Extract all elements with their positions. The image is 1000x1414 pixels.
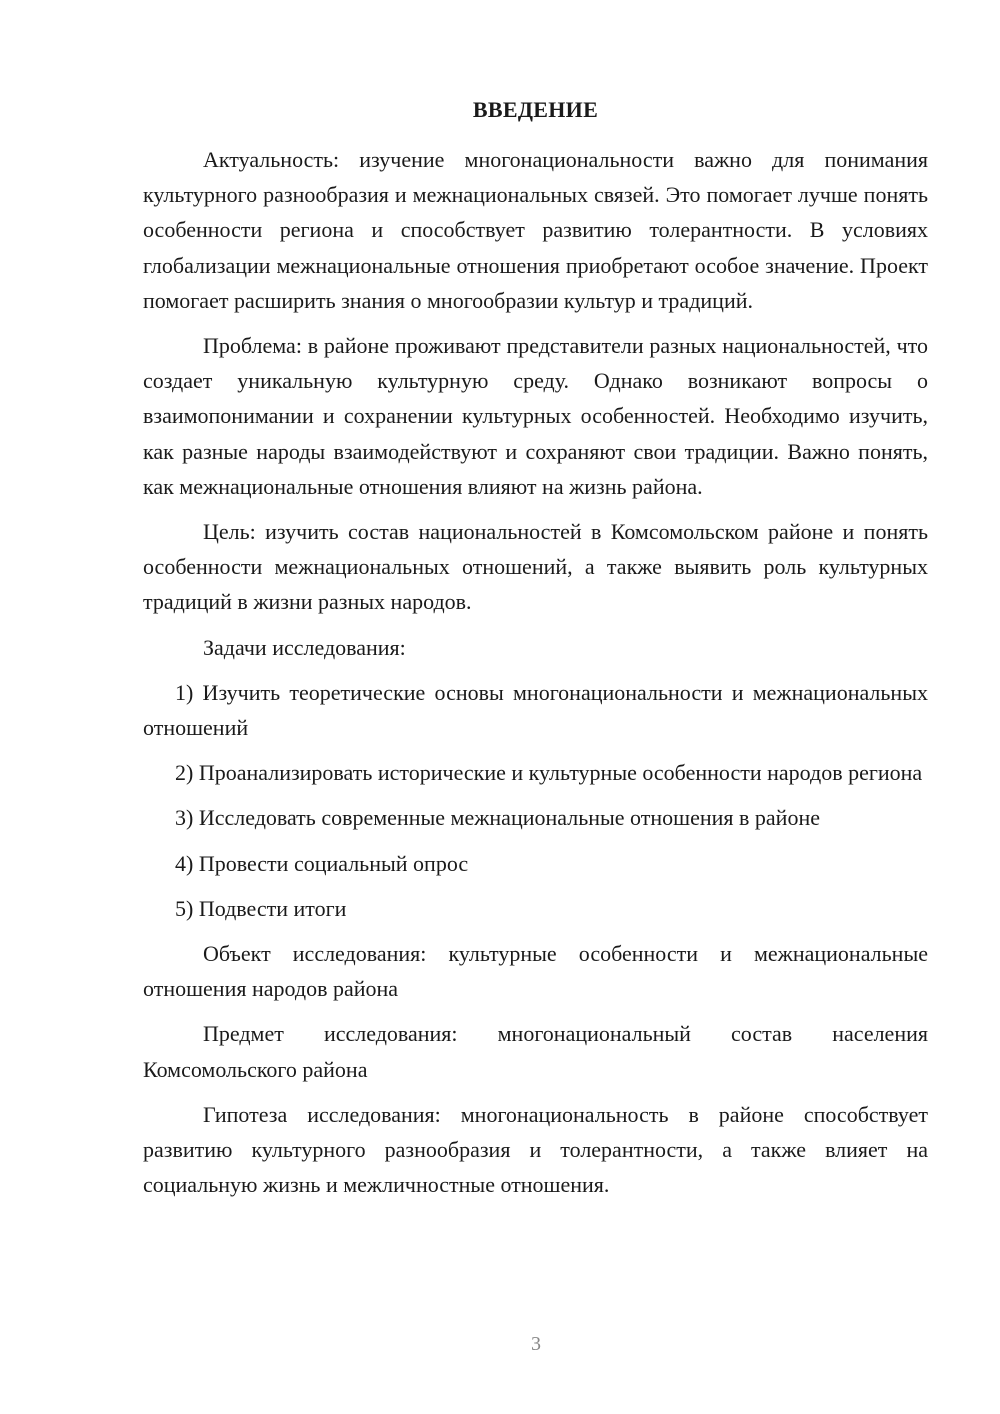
paragraph-hypothesis: Гипотеза исследования: многонациональность в районе способствует развитию культурного разнообразия и толерантности, а также влияет на социальную жизнь и межличностные отношения. [143, 1101, 928, 1198]
page-number: 3 [531, 1333, 541, 1355]
paragraph-relevance: Актуальность: изучение многонациональности важно для понимания культурного разнообразия и межнациональных связей. Это помогает лучше понять особенности региона и способствует развитию толерантности. В условиях глобализации межнациональные отношения приобретают особое значение. Проект помогает расширить знания о многообразии культур и традиций. [143, 147, 928, 313]
task-item-2: 2) Проанализировать исторические и культурные особенности народов региона [175, 760, 923, 786]
document-page [143, 95, 928, 1212]
paragraph-problem: Проблема: в районе проживают представители разных национальностей, что создает уникальную культурную среду. Однако возникают вопросы о взаимопонимании и сохранении культурных особенностей. Необходимо изучить, как разные народы взаимодействуют и сохраняют свои традиции. Важно понять, как межнациональные отношения влияют на жизнь района. [143, 333, 928, 499]
tasks-heading: Задачи исследования: [203, 634, 406, 660]
task-item-5: 5) Подвести итоги [175, 895, 347, 921]
task-item-4: 4) Провести социальный опрос [175, 850, 469, 876]
paragraph-subject: Предмет исследования: многонациональный состав населения Комсомольского района [143, 1021, 928, 1082]
task-item-1: 1) Изучить теоретические основы многонациональности и межнациональных отношений [143, 679, 928, 741]
page-title: ВВЕДЕНИЕ [472, 97, 599, 122]
paragraph-object: Объект исследования: культурные особенности и межнациональные отношения народов района [143, 941, 928, 1002]
task-item-3: 3) Исследовать современные межнациональные отношения в районе [175, 805, 820, 831]
paragraph-goal: Цель: изучить состав национальностей в Комсомольском районе и понять особенности межнациональных отношений, а также выявить роль культурных традиций в жизни разных народов. [143, 519, 928, 615]
